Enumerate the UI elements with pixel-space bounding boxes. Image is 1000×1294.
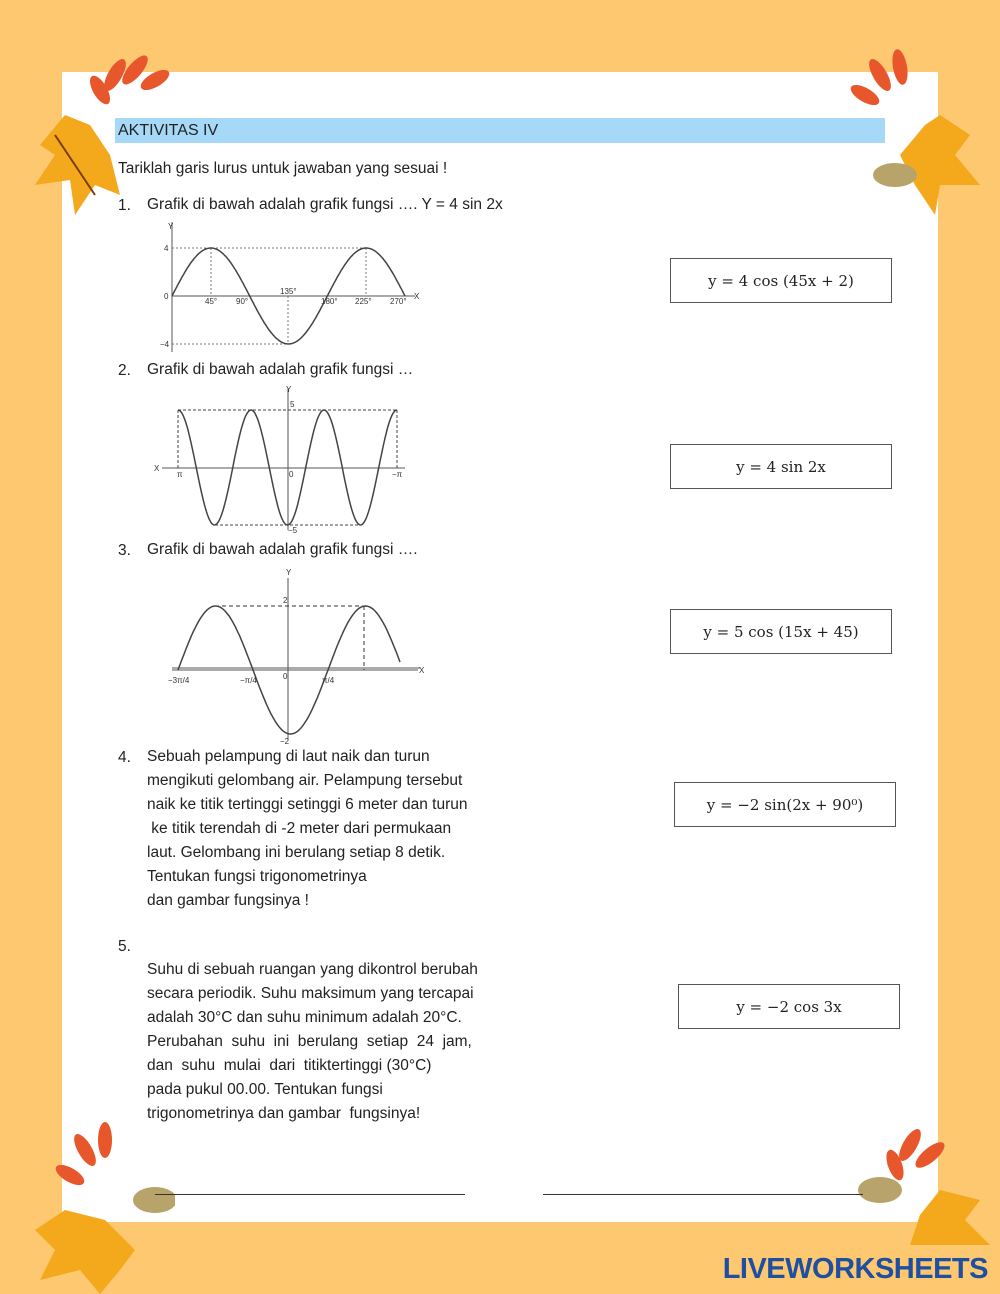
question-4-line: mengikuti gelombang air. Pelampung tersebut (147, 772, 463, 789)
question-2-number: 2. (118, 362, 131, 379)
answer-box-2[interactable]: y = 4 sin 2x (670, 444, 892, 489)
graph-2-bottom-tick: −5 (288, 526, 298, 535)
graph-1-y-tick: 4 (164, 244, 169, 253)
graph-1-x-tick: 270° (390, 297, 407, 306)
graph-3-bottom-tick: −2 (280, 737, 290, 746)
graph-1-y-label: Y (168, 222, 174, 231)
question-4-line: laut. Gelombang ini berulang setiap 8 detik. (147, 844, 446, 861)
question-5-line: trigonometrinya dan gambar fungsinya! (147, 1105, 421, 1122)
graph-3-y-label: Y (286, 568, 292, 577)
graph-1-x-tick: 135° (280, 287, 297, 296)
graph-1-x-tick: 45° (205, 297, 218, 306)
question-5-line: dan suhu mulai dari titiktertinggi (30°C) (147, 1057, 432, 1074)
answer-box-4[interactable]: y = −2 sin(2x + 90⁰) (674, 782, 896, 827)
graph-1-x-label: X (414, 292, 420, 301)
question-5-line: pada pukul 00.00. Tentukan fungsi (147, 1081, 383, 1098)
graph-3-x-label: X (419, 666, 425, 675)
graph-2-top-tick: 5 (290, 400, 295, 409)
graph-2-origin: 0 (289, 470, 294, 479)
graph-3-top-tick: 2 (283, 596, 288, 605)
question-4-line: ke titik terendah di -2 meter dari permukaan (147, 820, 452, 837)
graph-1-y-tick: 0 (164, 292, 169, 301)
question-4-line: Tentukan fungsi trigonometrinya (147, 868, 367, 885)
question-5-line: adalah 30°C dan suhu minimum adalah 20°C. (147, 1009, 462, 1026)
question-4-line: naik ke titik tertinggi setinggi 6 meter dan turun (147, 796, 468, 813)
liveworksheets-logo: LIVEWORKSHEETS (722, 1253, 988, 1285)
instruction-text: Tariklah garis lurus untuk jawaban yang sesuai ! (118, 160, 448, 177)
question-5-number: 5. (118, 938, 131, 955)
question-4-line: dan gambar fungsinya ! (147, 892, 309, 909)
question-1-text: Grafik di bawah adalah grafik fungsi …. Y = 4 sin 2x (147, 196, 503, 213)
answer-box-3[interactable]: y = 5 cos (15x + 45) (670, 609, 892, 654)
graph-1-x-tick: 225° (355, 297, 372, 306)
question-5-line: secara periodik. Suhu maksimum yang tercapai (147, 985, 474, 1002)
question-5-line: Perubahan suhu ini berulang setiap 24 jam, (147, 1033, 472, 1050)
graph-2-x-label: X (154, 464, 160, 473)
graph-2-y-label: Y (286, 385, 292, 394)
graph-3-x-tick: π/4 (322, 676, 335, 685)
graph-1-x-tick: 180° (321, 297, 338, 306)
graph-1-y-tick: −4 (160, 340, 170, 349)
question-4-line: Sebuah pelampung di laut naik dan turun (147, 748, 430, 765)
question-4-number: 4. (118, 749, 131, 766)
graph-3-x-tick: −3π/4 (168, 676, 190, 685)
answer-box-5[interactable]: y = −2 cos 3x (678, 984, 900, 1029)
graph-2-right-tick: −π (392, 470, 403, 479)
question-2-text: Grafik di bawah adalah grafik fungsi … (147, 361, 414, 378)
question-5-line: Suhu di sebuah ruangan yang dikontrol berubah (147, 961, 478, 978)
graph-1-x-tick: 90° (236, 297, 249, 306)
question-3-number: 3. (118, 542, 131, 559)
graph-3-origin: 0 (283, 672, 288, 681)
class-line (543, 1194, 863, 1195)
graph-2-left-tick: π (177, 470, 183, 479)
question-3-text: Grafik di bawah adalah grafik fungsi …. (147, 541, 418, 558)
answer-box-1[interactable]: y = 4 cos (45x + 2) (670, 258, 892, 303)
activity-header: AKTIVITAS IV (115, 118, 885, 143)
graph-3-x-tick: −π/4 (240, 676, 257, 685)
name-line (155, 1194, 465, 1195)
question-1-number: 1. (118, 197, 131, 214)
